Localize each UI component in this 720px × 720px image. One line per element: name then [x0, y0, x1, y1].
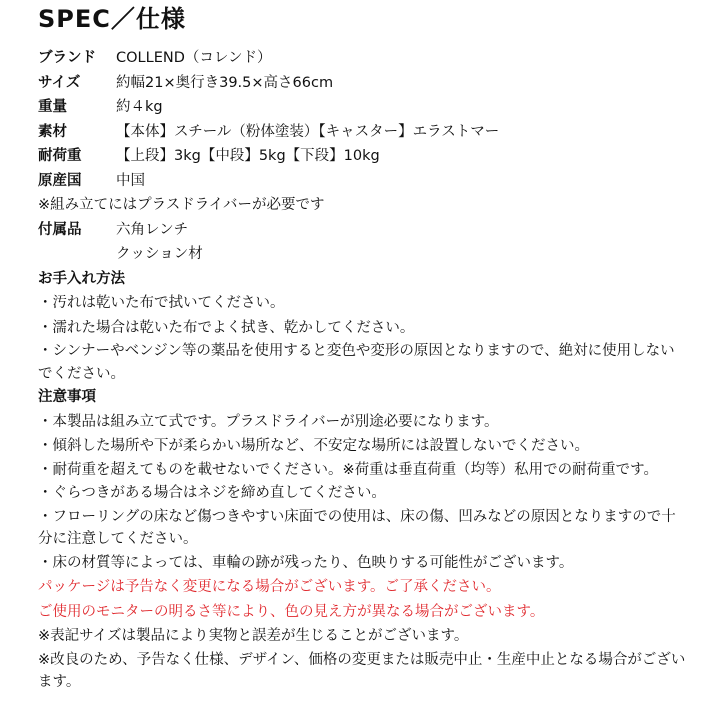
spec-key: 耐荷重: [38, 148, 82, 164]
page-title: SPEC／仕様: [38, 5, 186, 33]
spec-section: [38, 46, 698, 694]
spec-row-load: [38, 144, 698, 169]
spec-row-material: [38, 120, 698, 145]
list-item: ・シンナーやベンジン等の薬品を使用すると変色や変形の原因となりますので、絶対に使用しないでください。: [38, 343, 675, 382]
spec-value: 約幅21×奥行き39.5×高さ66cm: [116, 74, 334, 91]
spec-key: 付属品: [38, 221, 82, 238]
list-item: ・床の材質等によっては、車輪の跡が残ったり、色映りする可能性がございます。: [38, 554, 574, 571]
footer-note: ※改良のため、予告なく仕様、デザイン、価格の変更または販売中止・生産中止となる場合がございます。: [38, 651, 686, 690]
list-item: ・汚れは乾いた布で拭いてください。: [38, 295, 285, 311]
footer-note: ※表記サイズは製品により実物と誤差が生じることがございます。: [38, 628, 469, 644]
list-item: ・傾斜した場所や下が柔らかい場所など、不安定な場所には設置しないでください。: [38, 438, 589, 454]
spec-row-brand: [38, 46, 698, 71]
spec-key: 素材: [38, 123, 67, 140]
spec-key: 原産国: [38, 172, 82, 189]
spec-value: COLLEND（コレンド）: [116, 50, 272, 66]
assembly-note: ※組み立てにはプラスドライバーが必要です: [38, 197, 325, 213]
spec-value: 【本体】スチール（粉体塗装）【キャスター】エラストマー: [116, 123, 500, 140]
list-item: ・本製品は組み立て式です。プラスドライバーが別途必要になります。: [38, 413, 499, 430]
spec-value: 中国: [116, 172, 145, 189]
list-item: ・ぐらつきがある場合はネジを締め直してください。: [38, 485, 386, 501]
list-item: ・耐荷重を超えてものを載せないでください。※荷重は垂直荷重（均等）私用での耐荷重です。: [38, 461, 658, 478]
spec-value: 約４kg: [116, 99, 163, 115]
care-heading: お手入れ方法: [38, 270, 125, 287]
accessory-item: クッション材: [116, 246, 203, 262]
red-notice: パッケージは予告なく変更になる場合がございます。ご了承ください。: [38, 579, 501, 595]
spec-key: 重量: [38, 99, 67, 115]
spec-row-accessories: [38, 218, 698, 243]
spec-row-weight: [38, 95, 698, 120]
list-item: ・フローリングの床など傷つきやすい床面での使用は、床の傷、凹みなどの原因となりますので十分に注意してください。: [38, 508, 676, 547]
spec-key: ブランド: [38, 50, 96, 66]
spec-value: 【上段】3kg【中段】5kg【下段】10kg: [116, 148, 380, 164]
spec-key: サイズ: [38, 74, 81, 91]
spec-row-size: [38, 71, 698, 96]
spec-row-origin: [38, 169, 698, 194]
caution-heading: 注意事項: [38, 389, 96, 405]
red-notice: ご使用のモニターの明るさ等により、色の見え方が異なる場合がございます。: [38, 603, 545, 620]
spec-row-accessories-2: [38, 242, 698, 267]
accessory-item: 六角レンチ: [116, 221, 189, 238]
list-item: ・濡れた場合は乾いた布でよく拭き、乾かしてください。: [38, 319, 415, 336]
